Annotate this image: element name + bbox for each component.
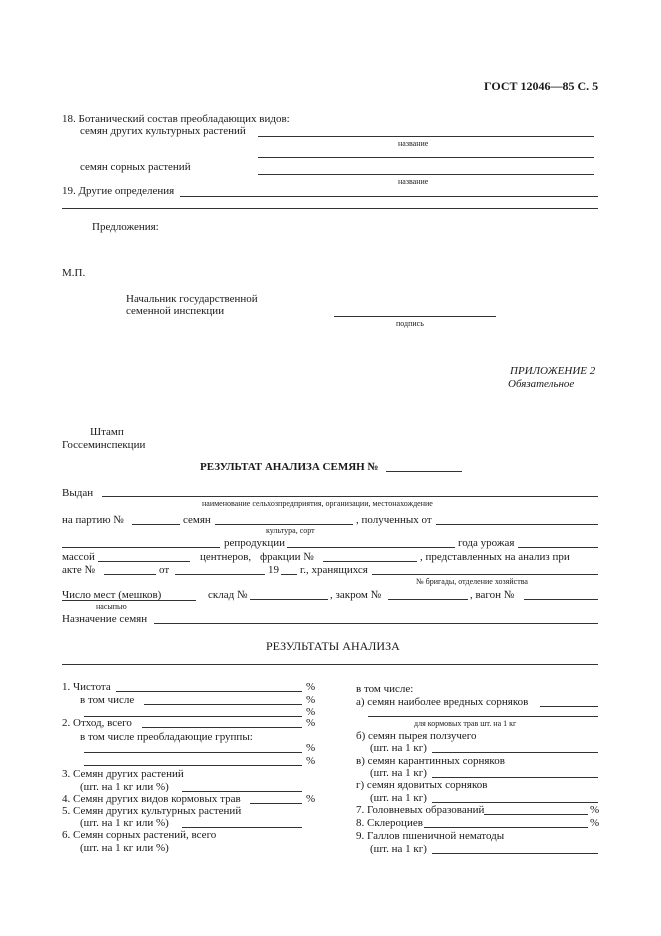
appendix-title: ПРИЛОЖЕНИЕ 2 xyxy=(510,365,596,377)
signature-field[interactable] xyxy=(334,316,496,317)
caption-organization: наименование сельхозпредприятия, организации, местонахождение xyxy=(202,499,433,508)
caption-bulk: насыпью xyxy=(96,602,127,611)
caption-name-2: название xyxy=(398,177,429,186)
waste-group-field-2[interactable] xyxy=(84,765,302,766)
lot-number-field[interactable] xyxy=(132,524,180,525)
cultural-label: 5. Семян других культурных растений xyxy=(62,805,242,817)
caption-crop: культура, сорт xyxy=(266,526,315,535)
poisonous-weeds-unit: (шт. на 1 кг) xyxy=(370,792,427,804)
result-title: РЕЗУЛЬТАТ АНАЛИЗА СЕМЯН № xyxy=(200,461,379,473)
chief-line-2: семенной инспекции xyxy=(126,305,225,317)
chief-line-1: Начальник государственной xyxy=(126,293,258,305)
waste-pct: % xyxy=(306,717,316,729)
purity-field[interactable] xyxy=(116,691,302,692)
reproduction-field[interactable] xyxy=(287,547,455,548)
crop-field-2[interactable] xyxy=(62,547,220,548)
weeds-unit: (шт. на 1 кг или %) xyxy=(80,842,169,854)
mass-field[interactable] xyxy=(98,561,190,562)
act-label: акте № xyxy=(62,564,96,576)
galls-label: 9. Галлов пшеничной нематоды xyxy=(356,830,505,842)
item-19-label: 19. Другие определения xyxy=(62,185,175,197)
bin-label: , закром № xyxy=(330,589,382,601)
issued-field[interactable] xyxy=(102,496,598,497)
received-from-field[interactable] xyxy=(436,524,598,525)
centners-label: центнеров, xyxy=(200,551,252,563)
couch-grass-label: б) семян пырея ползучего xyxy=(356,730,477,742)
wagon-field[interactable] xyxy=(524,599,598,600)
result-number-field[interactable] xyxy=(386,471,462,472)
smut-pct: % xyxy=(590,804,600,816)
purity-incl-pct: % xyxy=(306,694,316,706)
harvest-year-label: года урожая xyxy=(458,537,515,549)
caption-signature: подпись xyxy=(396,319,424,328)
waste-field[interactable] xyxy=(142,727,302,728)
issued-label: Выдан xyxy=(62,487,94,499)
fodder-label: 4. Семян других видов кормовых трав xyxy=(62,793,241,805)
mass-label: массой xyxy=(62,551,95,563)
sclerotia-label: 8. Склероциев xyxy=(356,817,423,829)
galls-unit: (шт. на 1 кг) xyxy=(370,843,427,855)
quarantine-weeds-unit: (шт. на 1 кг) xyxy=(370,767,427,779)
results-title: РЕЗУЛЬТАТЫ АНАЛИЗА xyxy=(266,639,400,653)
item-18-cultural-label: семян других культурных растений xyxy=(80,125,246,137)
places-label: Число мест (мешков) xyxy=(62,589,162,601)
act-number-field[interactable] xyxy=(104,574,156,575)
weeds-label: 6. Семян сорных растений, всего xyxy=(62,829,217,841)
purity-pct: % xyxy=(306,681,316,693)
caption-name-1: название xyxy=(398,139,429,148)
other-determinations-field-2[interactable] xyxy=(62,208,598,209)
lot-label: на партию № xyxy=(62,514,124,526)
quarantine-weeds-label: в) семян карантинных сорняков xyxy=(356,755,505,767)
smut-label: 7. Головневых образований xyxy=(356,804,485,816)
mp-label: М.П. xyxy=(62,267,86,279)
places-underline xyxy=(62,600,196,601)
poisonous-weeds-label: г) семян ядовитых сорняков xyxy=(356,779,488,791)
warehouse-field[interactable] xyxy=(250,599,328,600)
item-18-weed-label: семян сорных растений xyxy=(80,161,191,173)
act-year-field[interactable] xyxy=(281,574,297,575)
received-label: , полученных от xyxy=(356,514,432,526)
appendix-note: Обязательное xyxy=(508,378,575,390)
sclerotia-pct: % xyxy=(590,817,600,829)
year-suffix-label: г., хранящихся xyxy=(300,564,368,576)
fraction-field[interactable] xyxy=(323,561,417,562)
waste-group-pct-2: % xyxy=(306,755,316,767)
act-date-field[interactable] xyxy=(175,574,265,575)
poisonous-weeds-field[interactable] xyxy=(432,802,598,803)
stamp-line-1: Штамп xyxy=(90,426,124,438)
seeds-label: семян xyxy=(183,514,211,526)
from-label: от xyxy=(159,564,170,576)
proposals-label: Предложения: xyxy=(92,221,159,233)
right-incl-label: в том числе: xyxy=(356,683,414,695)
item-18-label: 18. Ботанический состав преобладающих видов: xyxy=(62,113,290,125)
cultural-unit: (шт. на 1 кг или %) xyxy=(80,817,169,829)
purpose-label: Назначение семян xyxy=(62,613,148,625)
harmful-weeds-field-2[interactable] xyxy=(368,716,598,717)
waste-group-pct-1: % xyxy=(306,742,316,754)
stamp-line-2: Госсеминспекции xyxy=(62,439,146,451)
stored-at-field[interactable] xyxy=(372,574,598,575)
purity-incl-label: в том числе xyxy=(80,694,135,706)
purpose-field[interactable] xyxy=(154,623,598,624)
waste-group-field-1[interactable] xyxy=(84,752,302,753)
fraction-label: фракции № xyxy=(260,551,314,563)
fodder-field[interactable] xyxy=(250,803,302,804)
cultural-field[interactable] xyxy=(182,827,302,828)
presented-label: , представленных на анализ при xyxy=(420,551,570,563)
year-19-label: 19 xyxy=(268,564,279,576)
harmful-weeds-label: а) семян наиболее вредных сорняков xyxy=(356,696,529,708)
bin-field[interactable] xyxy=(388,599,468,600)
other-seeds-label: 3. Семян других растений xyxy=(62,768,184,780)
weed-species-field[interactable] xyxy=(258,174,594,175)
quarantine-weeds-field[interactable] xyxy=(432,777,598,778)
purity-incl-field[interactable] xyxy=(144,704,302,705)
cultural-species-field-2[interactable] xyxy=(258,157,594,158)
other-seeds-unit: (шт. на 1 кг или %) xyxy=(80,781,169,793)
crop-variety-field[interactable] xyxy=(215,524,353,525)
document-code: ГОСТ 12046—85 С. 5 xyxy=(484,79,599,93)
wagon-label: , вагон № xyxy=(470,589,515,601)
galls-field[interactable] xyxy=(432,853,598,854)
couch-grass-field[interactable] xyxy=(432,752,598,753)
purity-incl-pct-2: % xyxy=(306,706,316,718)
warehouse-label: склад № xyxy=(208,589,248,601)
other-seeds-field[interactable] xyxy=(182,791,302,792)
fodder-pct: % xyxy=(306,793,316,805)
couch-grass-unit: (шт. на 1 кг) xyxy=(370,742,427,754)
caption-fodder-per-kg: для кормовых трав шт. на 1 кг xyxy=(414,719,517,728)
other-determinations-field[interactable] xyxy=(180,196,598,197)
smut-field[interactable] xyxy=(484,814,588,815)
reproduction-label: репродукции xyxy=(224,537,286,549)
waste-label: 2. Отход, всего xyxy=(62,717,132,729)
purity-label: 1. Чистота xyxy=(62,681,111,693)
harmful-weeds-field[interactable] xyxy=(540,706,598,707)
cultural-species-field[interactable] xyxy=(258,136,594,137)
harvest-year-field[interactable] xyxy=(518,547,598,548)
waste-incl-label: в том числе преобладающие группы: xyxy=(80,731,253,743)
sclerotia-field[interactable] xyxy=(424,827,588,828)
caption-brigade: № бригады, отделение хозяйства xyxy=(416,577,528,586)
results-divider xyxy=(62,664,598,665)
